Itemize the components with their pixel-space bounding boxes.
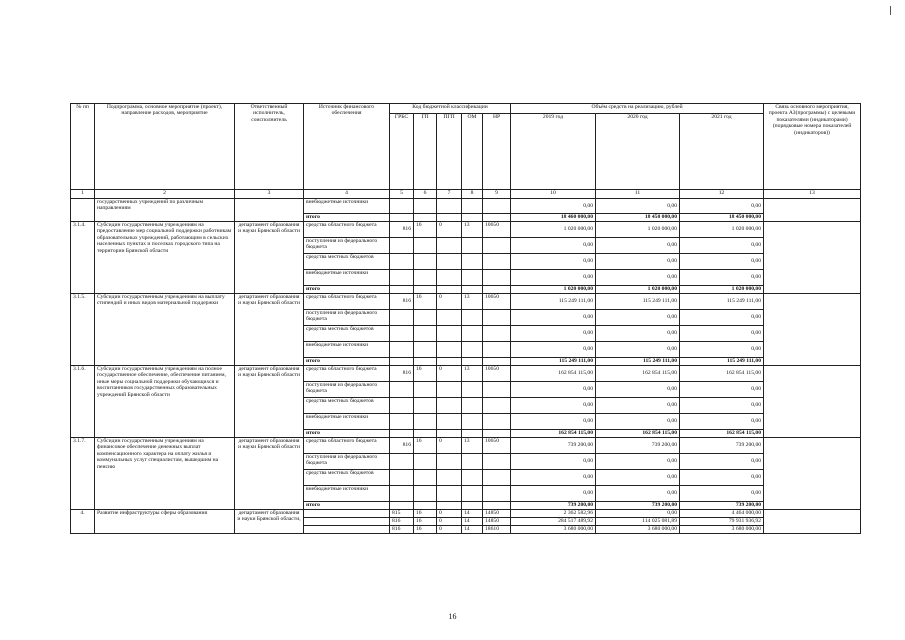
header-nr: НР — [483, 114, 511, 190]
code-cell — [483, 326, 511, 342]
header-volume: Объём средств на реализацию, рублей — [511, 104, 764, 114]
header-2019: 2019 год — [511, 114, 596, 190]
code-cell — [462, 214, 483, 222]
total-2019: 1 020 000,00 — [511, 286, 596, 294]
code-cell — [414, 398, 437, 414]
value-2021: 79 931 936,92 — [680, 518, 764, 526]
value-2019: 162 854 115,00 — [511, 366, 596, 382]
column-number: 9 — [483, 190, 511, 199]
column-number: 10 — [511, 190, 596, 199]
value-2020: 162 854 115,00 — [596, 366, 680, 382]
value-2019: 115 249 111,00 — [511, 294, 596, 310]
value-2020: 3 680 000,00 — [596, 526, 680, 534]
value-2019: 0,00 — [511, 199, 596, 214]
row-num: 3.1.5. — [71, 294, 95, 366]
code-cell — [390, 486, 414, 502]
source-label — [304, 526, 390, 534]
code-cell — [437, 238, 462, 254]
row-name: Субсидии государственным учреждениям на предоставление мер социальной поддержки работникам образовательных учреждений, работающим в сельских населенных пунктах и поселках городского типа на территории Брянской области — [95, 222, 235, 294]
source-label: средства областного бюджета — [304, 294, 390, 310]
value-2019: 739 200,00 — [511, 438, 596, 454]
value-2020: 0,00 — [596, 510, 680, 518]
column-number: 1 — [71, 190, 95, 199]
code-grbs: 815 — [390, 510, 414, 518]
header-name: Подпрограмма, основное мероприятие (проект), направление расходов, мероприятие — [95, 104, 235, 190]
code-cell — [462, 414, 483, 430]
total-2021: 1 020 000,00 — [680, 286, 764, 294]
row-responsible: департамент образования и науки Брянской области — [235, 222, 304, 294]
code-nr: 10650 — [483, 366, 511, 382]
code-pgp: 0 — [437, 366, 462, 382]
column-number: 11 — [596, 190, 680, 199]
value-2021: 0,00 — [680, 414, 764, 430]
link-cell — [764, 510, 861, 534]
code-cell — [414, 382, 437, 398]
value-2021: 115 249 111,00 — [680, 294, 764, 310]
code-cell — [414, 430, 437, 438]
source-label: итого — [304, 502, 390, 510]
code-cell — [462, 430, 483, 438]
value-2021: 0,00 — [680, 486, 764, 502]
code-cell — [414, 326, 437, 342]
code-cell — [483, 470, 511, 486]
code-grbs: 816 — [390, 438, 414, 454]
value-2021: 3 680 000,00 — [680, 526, 764, 534]
code-cell — [462, 502, 483, 510]
value-2019: 0,00 — [511, 270, 596, 286]
code-cell — [414, 238, 437, 254]
value-2021: 0,00 — [680, 398, 764, 414]
code-cell — [437, 214, 462, 222]
value-2019: 0,00 — [511, 454, 596, 470]
header-num: № пп — [71, 104, 95, 190]
link-cell — [764, 294, 861, 366]
value-2020: 0,00 — [596, 254, 680, 270]
row-name: Субсидии государственным учреждениям на финансовое обеспечение денежных выплат компенсационного характера на оплату жилья и коммунальных услуг специалистам, вышедшим на пенсию — [95, 438, 235, 510]
code-gp: 16 — [414, 518, 437, 526]
code-om: 14 — [462, 510, 483, 518]
page-number: 16 — [448, 612, 457, 621]
code-cell — [390, 310, 414, 326]
code-cell — [414, 199, 437, 214]
value-2020: 0,00 — [596, 342, 680, 358]
code-cell — [483, 270, 511, 286]
value-2020: 0,00 — [596, 238, 680, 254]
header-om: ОМ — [462, 114, 483, 190]
value-2019: 0,00 — [511, 414, 596, 430]
table-row — [71, 294, 861, 310]
column-number: 7 — [437, 190, 462, 199]
value-2021: 0,00 — [680, 270, 764, 286]
table-row — [71, 222, 861, 238]
header-2021: 2021 год — [680, 114, 764, 190]
value-2021: 162 854 115,00 — [680, 366, 764, 382]
value-2019: 0,00 — [511, 398, 596, 414]
value-2020: 0,00 — [596, 199, 680, 214]
code-cell — [483, 358, 511, 366]
code-nr: 10650 — [483, 222, 511, 238]
value-2019: 3 680 000,00 — [511, 526, 596, 534]
row-name: Субсидии государственным учреждениям на полное государственное обеспечение, обеспечение питанием, иные меры социальной поддержки обучающихся и воспитанников государственных образовательных учреждений Брянской области — [95, 366, 235, 438]
code-cell — [462, 470, 483, 486]
code-cell — [462, 254, 483, 270]
code-cell — [390, 214, 414, 222]
code-cell — [390, 199, 414, 214]
code-cell — [390, 398, 414, 414]
code-cell — [437, 398, 462, 414]
code-cell — [390, 286, 414, 294]
code-cell — [483, 430, 511, 438]
code-cell — [437, 430, 462, 438]
code-gp: 16 — [414, 510, 437, 518]
value-2021: 0,00 — [680, 199, 764, 214]
code-cell — [462, 382, 483, 398]
total-2020: 18 450 000,00 — [596, 214, 680, 222]
code-om: 13 — [462, 222, 483, 238]
code-grbs: 816 — [390, 294, 414, 310]
code-cell — [437, 254, 462, 270]
code-nr: 18610 — [483, 526, 511, 534]
link-cell — [764, 222, 861, 294]
code-cell — [414, 454, 437, 470]
row-num: 3.1.6. — [71, 366, 95, 438]
row-name: Развитие инфраструктуры сферы образования — [95, 510, 235, 534]
code-cell — [437, 454, 462, 470]
header-source: Источник финансового обеспечения — [304, 104, 390, 190]
value-2020: 1 020 000,00 — [596, 222, 680, 238]
code-cell — [462, 310, 483, 326]
value-2021: 0,00 — [680, 382, 764, 398]
value-2019: 0,00 — [511, 310, 596, 326]
code-cell — [390, 358, 414, 366]
code-cell — [483, 310, 511, 326]
scan-mark — [890, 6, 891, 15]
code-pgp: 0 — [437, 294, 462, 310]
header-responsible: Ответственный исполнитель, соисполнитель — [235, 104, 304, 190]
source-label: внебюджетные источники — [304, 342, 390, 358]
code-cell — [483, 254, 511, 270]
code-cell — [390, 414, 414, 430]
code-pgp: 0 — [437, 510, 462, 518]
header-pgp: ПГП — [437, 114, 462, 190]
value-2019: 0,00 — [511, 470, 596, 486]
table-row — [71, 199, 861, 214]
code-pgp: 0 — [437, 526, 462, 534]
column-number: 5 — [390, 190, 414, 199]
code-cell — [437, 358, 462, 366]
code-cell — [437, 382, 462, 398]
code-cell — [462, 326, 483, 342]
source-label — [304, 510, 390, 518]
code-nr: 14850 — [483, 518, 511, 526]
code-cell — [483, 286, 511, 294]
value-2021: 0,00 — [680, 454, 764, 470]
code-cell — [414, 414, 437, 430]
code-gp: 16 — [414, 526, 437, 534]
code-cell — [462, 286, 483, 294]
code-cell — [462, 238, 483, 254]
code-cell — [390, 342, 414, 358]
value-2019: 0,00 — [511, 254, 596, 270]
code-cell — [483, 502, 511, 510]
source-label: средства областного бюджета — [304, 438, 390, 454]
row-num: 4. — [71, 510, 95, 534]
row-name: государственных учреждений по различным направлениям — [95, 199, 235, 222]
code-grbs: 816 — [390, 518, 414, 526]
link-cell — [764, 366, 861, 438]
header-code: Код бюджетной классификации — [390, 104, 511, 114]
value-2021: 0,00 — [680, 326, 764, 342]
code-cell — [414, 214, 437, 222]
source-label: средства местных бюджетов — [304, 254, 390, 270]
code-om: 14 — [462, 526, 483, 534]
source-label: итого — [304, 286, 390, 294]
value-2020: 0,00 — [596, 470, 680, 486]
source-label: поступления из федерального бюджета — [304, 454, 390, 470]
column-number: 13 — [764, 190, 861, 199]
value-2019: 0,00 — [511, 326, 596, 342]
value-2021: 0,00 — [680, 254, 764, 270]
column-number: 3 — [235, 190, 304, 199]
code-grbs: 816 — [390, 526, 414, 534]
code-cell — [390, 270, 414, 286]
code-cell — [437, 486, 462, 502]
code-cell — [483, 398, 511, 414]
value-2020: 0,00 — [596, 270, 680, 286]
code-cell — [437, 414, 462, 430]
source-label: итого — [304, 430, 390, 438]
source-label: поступления из федерального бюджета — [304, 238, 390, 254]
total-2020: 739 200,00 — [596, 502, 680, 510]
code-nr: 10650 — [483, 438, 511, 454]
code-cell — [483, 199, 511, 214]
code-cell — [483, 238, 511, 254]
value-2021: 0,00 — [680, 470, 764, 486]
link-cell — [764, 199, 861, 222]
value-2020: 0,00 — [596, 326, 680, 342]
row-responsible: департамент образования и науки Брянской области, — [235, 510, 304, 534]
value-2019: 0,00 — [511, 238, 596, 254]
code-cell — [390, 254, 414, 270]
source-label: поступления из федерального бюджета — [304, 382, 390, 398]
column-number: 12 — [680, 190, 764, 199]
source-label: итого — [304, 358, 390, 366]
header-link: Связь основного мероприятия, проекта АЗ(программы) с целевыми показателями (индикаторами) (порядковые номера показателей (индикаторов)) — [764, 104, 861, 190]
code-cell — [414, 254, 437, 270]
row-responsible: департамент образования и науки Брянской области — [235, 294, 304, 366]
code-cell — [414, 342, 437, 358]
value-2019: 0,00 — [511, 382, 596, 398]
code-cell — [462, 454, 483, 470]
code-pgp: 0 — [437, 518, 462, 526]
column-number: 8 — [462, 190, 483, 199]
total-2021: 18 450 000,00 — [680, 214, 764, 222]
total-2019: 18 460 000,00 — [511, 214, 596, 222]
code-om: 13 — [462, 438, 483, 454]
code-om: 13 — [462, 294, 483, 310]
value-2019: 284 517 489,92 — [511, 518, 596, 526]
header-2020: 2020 год — [596, 114, 680, 190]
code-cell — [462, 358, 483, 366]
code-cell — [462, 342, 483, 358]
code-cell — [390, 454, 414, 470]
code-cell — [437, 310, 462, 326]
code-nr: 14850 — [483, 510, 511, 518]
value-2021: 739 200,00 — [680, 438, 764, 454]
code-grbs: 816 — [390, 222, 414, 238]
source-label — [304, 518, 390, 526]
code-cell — [414, 358, 437, 366]
value-2020: 0,00 — [596, 398, 680, 414]
code-nr: 10650 — [483, 294, 511, 310]
code-cell — [437, 470, 462, 486]
code-cell — [483, 486, 511, 502]
value-2020: 0,00 — [596, 486, 680, 502]
code-cell — [414, 486, 437, 502]
code-gp: 16 — [414, 222, 437, 238]
code-om: 13 — [462, 366, 483, 382]
source-label: средства областного бюджета — [304, 366, 390, 382]
value-2020: 0,00 — [596, 310, 680, 326]
code-cell — [483, 414, 511, 430]
value-2021: 4 464 000,00 — [680, 510, 764, 518]
total-2021: 739 200,00 — [680, 502, 764, 510]
code-cell — [437, 270, 462, 286]
total-2019: 739 200,00 — [511, 502, 596, 510]
code-cell — [483, 342, 511, 358]
code-cell — [483, 454, 511, 470]
code-pgp: 0 — [437, 222, 462, 238]
row-responsible: департамент образования и науки Брянской области — [235, 438, 304, 510]
total-2021: 115 249 111,00 — [680, 358, 764, 366]
source-label: средства областного бюджета — [304, 222, 390, 238]
code-cell — [390, 430, 414, 438]
code-cell — [414, 286, 437, 294]
source-label: внебюджетные источники — [304, 486, 390, 502]
code-cell — [414, 270, 437, 286]
code-cell — [390, 382, 414, 398]
source-label: средства местных бюджетов — [304, 398, 390, 414]
row-responsible: департамент образования и науки Брянской области — [235, 366, 304, 438]
code-cell — [462, 270, 483, 286]
source-label: средства местных бюджетов — [304, 470, 390, 486]
code-cell — [390, 238, 414, 254]
row-responsible — [235, 199, 304, 222]
row-name: Субсидии государственным учреждениям на выплату стипендий и иных видов материальной поддержки — [95, 294, 235, 366]
row-num: 3.1.7. — [71, 438, 95, 510]
value-2021: 0,00 — [680, 342, 764, 358]
code-pgp: 0 — [437, 438, 462, 454]
code-cell — [390, 470, 414, 486]
code-cell — [390, 502, 414, 510]
value-2019: 1 020 000,00 — [511, 222, 596, 238]
code-gp: 16 — [414, 366, 437, 382]
source-label: средства местных бюджетов — [304, 326, 390, 342]
code-cell — [414, 502, 437, 510]
code-cell — [437, 326, 462, 342]
code-cell — [462, 199, 483, 214]
value-2020: 0,00 — [596, 382, 680, 398]
table-row — [71, 366, 861, 382]
value-2019: 0,00 — [511, 342, 596, 358]
code-cell — [437, 342, 462, 358]
code-cell — [483, 382, 511, 398]
value-2021: 0,00 — [680, 238, 764, 254]
source-label: внебюджетные источники — [304, 270, 390, 286]
value-2019: 0,00 — [511, 486, 596, 502]
value-2020: 114 025 081,89 — [596, 518, 680, 526]
code-gp: 16 — [414, 438, 437, 454]
source-label: поступления из федерального бюджета — [304, 310, 390, 326]
value-2020: 0,00 — [596, 414, 680, 430]
total-2020: 1 020 000,00 — [596, 286, 680, 294]
code-cell — [437, 199, 462, 214]
row-num — [71, 199, 95, 222]
budget-table — [70, 103, 861, 534]
code-cell — [437, 286, 462, 294]
code-cell — [483, 214, 511, 222]
table-header-row — [71, 104, 861, 114]
header-grbs: ГРБС — [390, 114, 414, 190]
column-number: 6 — [414, 190, 437, 199]
column-number: 4 — [304, 190, 390, 199]
code-cell — [437, 502, 462, 510]
total-2019: 162 854 115,00 — [511, 430, 596, 438]
code-cell — [390, 326, 414, 342]
total-2019: 115 249 111,00 — [511, 358, 596, 366]
code-grbs: 816 — [390, 366, 414, 382]
source-label: внебюджетные источники — [304, 199, 390, 214]
table-row — [71, 510, 861, 518]
code-cell — [462, 486, 483, 502]
code-cell — [414, 470, 437, 486]
column-number: 2 — [95, 190, 235, 199]
total-2021: 162 854 115,00 — [680, 430, 764, 438]
code-om: 14 — [462, 518, 483, 526]
row-num: 3.1.4. — [71, 222, 95, 294]
link-cell — [764, 438, 861, 510]
value-2021: 1 020 000,00 — [680, 222, 764, 238]
value-2020: 739 200,00 — [596, 438, 680, 454]
code-gp: 16 — [414, 294, 437, 310]
value-2020: 0,00 — [596, 454, 680, 470]
total-2020: 162 854 115,00 — [596, 430, 680, 438]
value-2019: 2 362 582,96 — [511, 510, 596, 518]
column-numbers-row — [71, 190, 861, 199]
source-label: внебюджетные источники — [304, 414, 390, 430]
code-cell — [414, 310, 437, 326]
value-2020: 115 249 111,00 — [596, 294, 680, 310]
value-2021: 0,00 — [680, 310, 764, 326]
source-label: итого — [304, 214, 390, 222]
total-2020: 115 249 111,00 — [596, 358, 680, 366]
code-cell — [462, 398, 483, 414]
header-gp: ГП — [414, 114, 437, 190]
table-row — [71, 438, 861, 454]
